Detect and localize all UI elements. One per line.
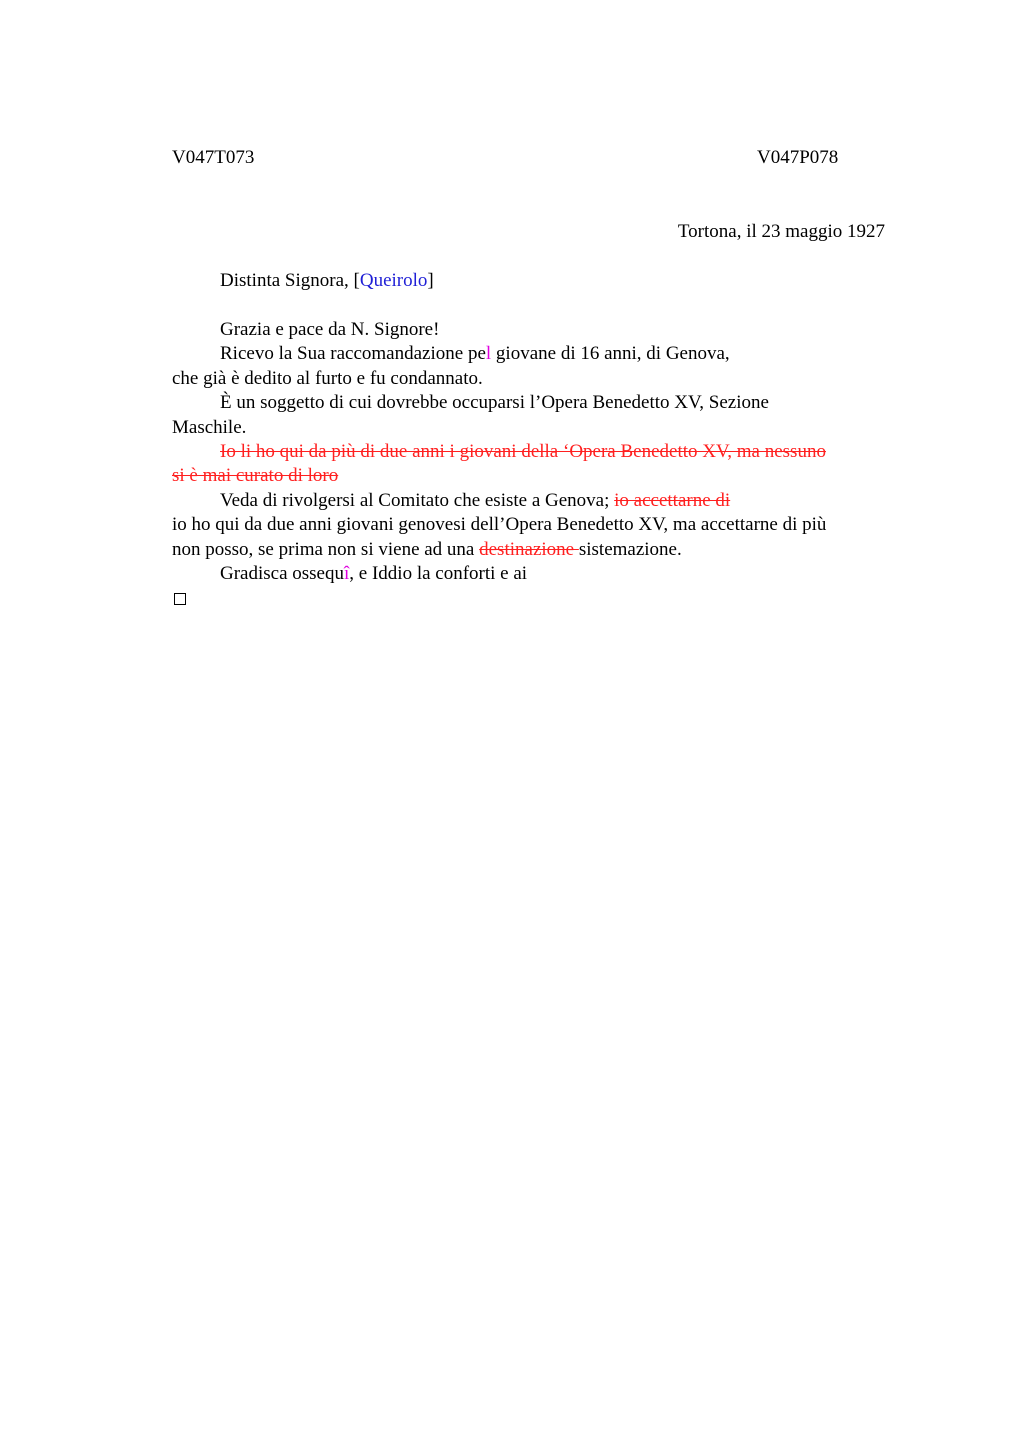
inserted-letter: l <box>485 343 492 365</box>
p1-text-a: Ricevo la Sua raccomandazione pe <box>220 343 486 365</box>
closing-text-c: , e Iddio la conforti e ai <box>349 562 528 584</box>
document-code-right: V047P078 <box>757 147 839 168</box>
deleted-passage-line-1 <box>172 440 892 464</box>
paragraph-3-line-3 <box>172 538 892 562</box>
p1-text-c: giovane di 16 anni, di Genova, <box>491 343 730 365</box>
paragraph-1-line-2: che già è dedito al furto e fu condannato. <box>172 367 483 389</box>
deleted-text: io accettarne di <box>614 489 731 511</box>
deleted-text: si è mai curato di loro <box>172 465 339 487</box>
closing-text-a: Gradisca ossequ <box>220 562 344 584</box>
paragraph-1-line-1 <box>172 342 892 366</box>
greeting: Grazia e pace da N. Signore! <box>220 319 440 340</box>
empty-square-icon <box>174 593 186 605</box>
paragraph-2-line-2: Maschile. <box>172 416 247 438</box>
inserted-accent: î <box>344 562 350 584</box>
end-marker-line <box>172 586 892 610</box>
letter-body <box>172 318 892 611</box>
salutation-prefix: Distinta Signora, [ <box>220 270 360 291</box>
p3-line3-text-b: sistemazione. <box>578 538 682 560</box>
salutation-suffix: ] <box>427 270 434 291</box>
deleted-text: Io li ho qui da più di due anni i giovani della ‘Opera Benedetto XV, ma nessuno <box>220 440 826 462</box>
recipient-name-annotation: Queirolo <box>359 270 428 291</box>
salutation <box>220 269 434 293</box>
paragraph-3-line-1 <box>172 489 892 513</box>
document-code-left: V047T073 <box>172 147 255 168</box>
paragraph-2-line-1: È un soggetto di cui dovrebbe occuparsi l’Opera Benedetto XV, Sezione <box>220 392 769 414</box>
deleted-text: destinazione <box>479 538 579 560</box>
closing-line <box>172 562 892 586</box>
deleted-passage-line-2 <box>172 464 892 488</box>
p3-line3-text-a: non posso, se prima non si viene ad una <box>172 538 480 560</box>
letter-date: Tortona, il 23 maggio 1927 <box>677 221 885 242</box>
paragraph-3-line-2: io ho qui da due anni giovani genovesi dell’Opera Benedetto XV, ma accettarne di più <box>172 514 827 536</box>
p3-text-a: Veda di rivolgersi al Comitato che esiste a Genova; <box>220 489 615 511</box>
